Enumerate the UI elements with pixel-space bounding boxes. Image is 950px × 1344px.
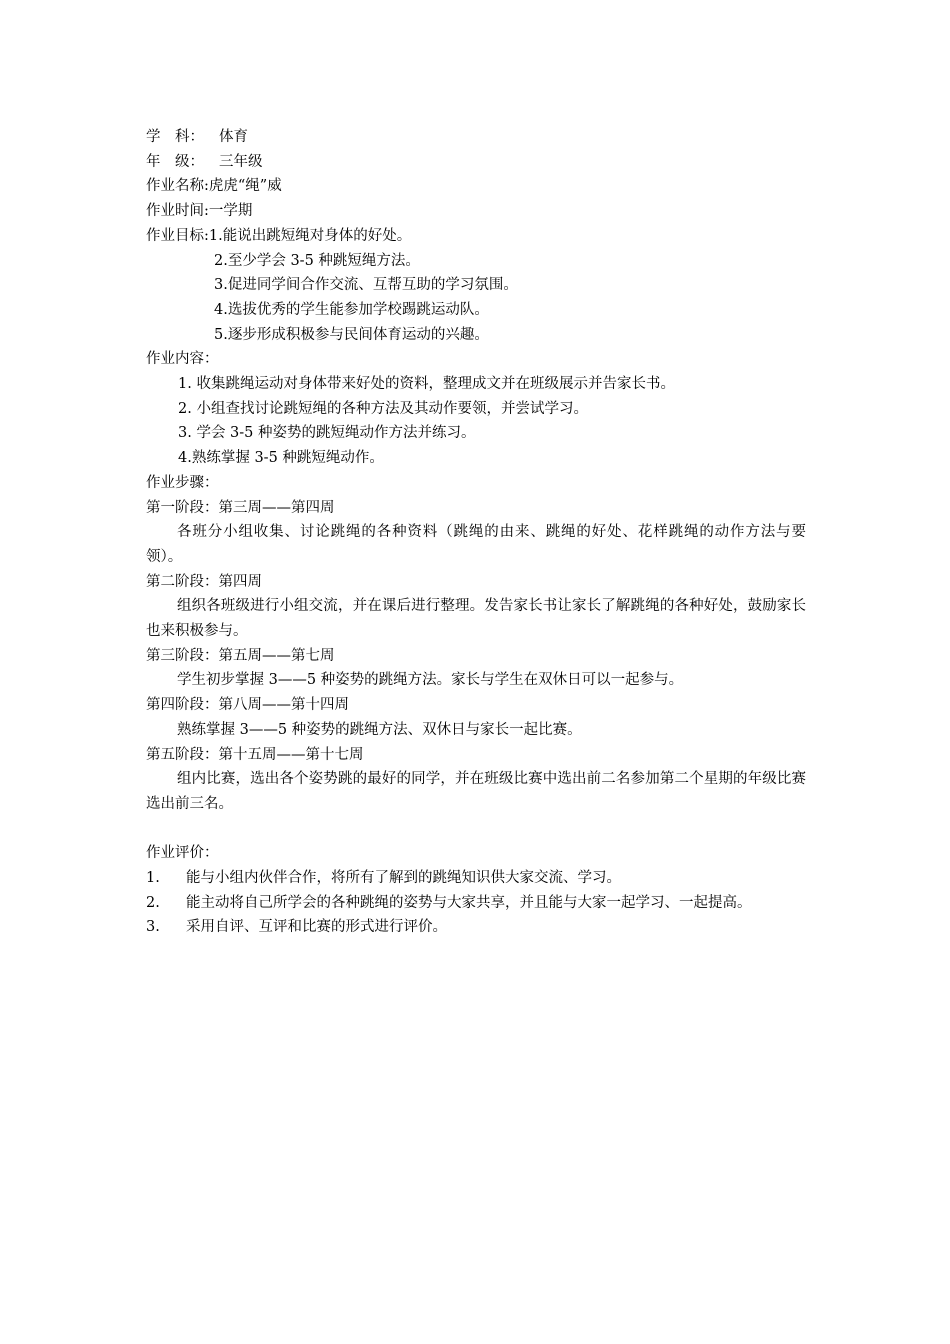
evaluation-item xyxy=(146,891,806,916)
evaluation-text: 能主动将自己所学会的各种跳绳的姿势与大家共享，并且能与大家一起学习、一起提高。 xyxy=(186,894,752,911)
evaluation-item xyxy=(146,866,806,891)
goal-item: 5.逐步形成积极参与民间体育运动的兴趣。 xyxy=(214,326,489,343)
document-page xyxy=(146,125,806,940)
goal-item: 2.至少学会 3-5 种跳短绳方法。 xyxy=(214,252,420,269)
content-item: 1. 收集跳绳运动对身体带来好处的资料，整理成文并在班级展示并告家长书。 xyxy=(178,376,675,393)
blank-line xyxy=(146,817,806,842)
evaluation-number: 2. xyxy=(146,894,160,911)
homework-time-line: 作业时间:一学期 xyxy=(146,203,253,220)
steps-heading: 作业步骤： xyxy=(146,474,219,491)
evaluation-item xyxy=(146,915,806,940)
evaluation-text: 能与小组内伙伴合作，将所有了解到的跳绳知识供大家交流、学习。 xyxy=(186,870,621,887)
goals-first-line: 作业目标:1.能说出跳短绳对身体的好处。 xyxy=(146,227,412,244)
grade-value: 三年级 xyxy=(219,153,263,170)
content-heading: 作业内容： xyxy=(146,351,219,368)
grade-line xyxy=(146,150,806,175)
subject-line xyxy=(146,125,806,150)
stage-text: 组织各班级进行小组交流，并在课后进行整理。发告家长书让家长了解跳绳的各种好处，鼓励家长也来积极参与。 xyxy=(146,598,806,640)
evaluation-number: 3. xyxy=(146,919,160,936)
evaluation-heading: 作业评价： xyxy=(146,845,219,862)
stage-title: 第五阶段：第十五周——第十七周 xyxy=(146,746,364,763)
stage-text: 学生初步掌握 3——5 种姿势的跳绳方法。家长与学生在双休日可以一起参与。 xyxy=(177,672,684,689)
evaluation-number: 1. xyxy=(146,870,160,887)
homework-name-line: 作业名称:虎虎“绳”威 xyxy=(146,178,282,195)
stage-text: 组内比赛，选出各个姿势跳的最好的同学，并在班级比赛中选出前二名参加第二个星期的年级比赛选出前三名。 xyxy=(146,771,806,812)
goal-item: 4.选拔优秀的学生能参加学校踢跳运动队。 xyxy=(214,301,489,318)
grade-label: 年 级： xyxy=(146,153,204,170)
stage-title: 第一阶段：第三周——第四周 xyxy=(146,499,335,516)
content-item: 3. 学会 3-5 种姿势的跳短绳动作方法并练习。 xyxy=(178,425,476,442)
subject-value: 体育 xyxy=(219,129,248,145)
content-item: 2. 小组查找讨论跳短绳的各种方法及其动作要领，并尝试学习。 xyxy=(178,400,588,417)
goal-item: 3.促进同学间合作交流、互帮互助的学习氛围。 xyxy=(214,277,518,294)
stage-text: 各班分小组收集、讨论跳绳的各种资料（跳绳的由来、跳绳的好处、花样跳绳的动作方法与要领）。 xyxy=(146,524,806,565)
subject-label: 学 科： xyxy=(146,129,204,145)
stage-title: 第三阶段：第五周——第七周 xyxy=(146,647,335,664)
stage-title: 第四阶段：第八周——第十四周 xyxy=(146,697,349,714)
stage-title: 第二阶段：第四周 xyxy=(146,573,262,590)
stage-text: 熟练掌握 3——5 种姿势的跳绳方法、双休日与家长一起比赛。 xyxy=(177,721,582,738)
content-item: 4.熟练掌握 3-5 种跳短绳动作。 xyxy=(178,450,384,467)
evaluation-text: 采用自评、互评和比赛的形式进行评价。 xyxy=(186,919,447,936)
